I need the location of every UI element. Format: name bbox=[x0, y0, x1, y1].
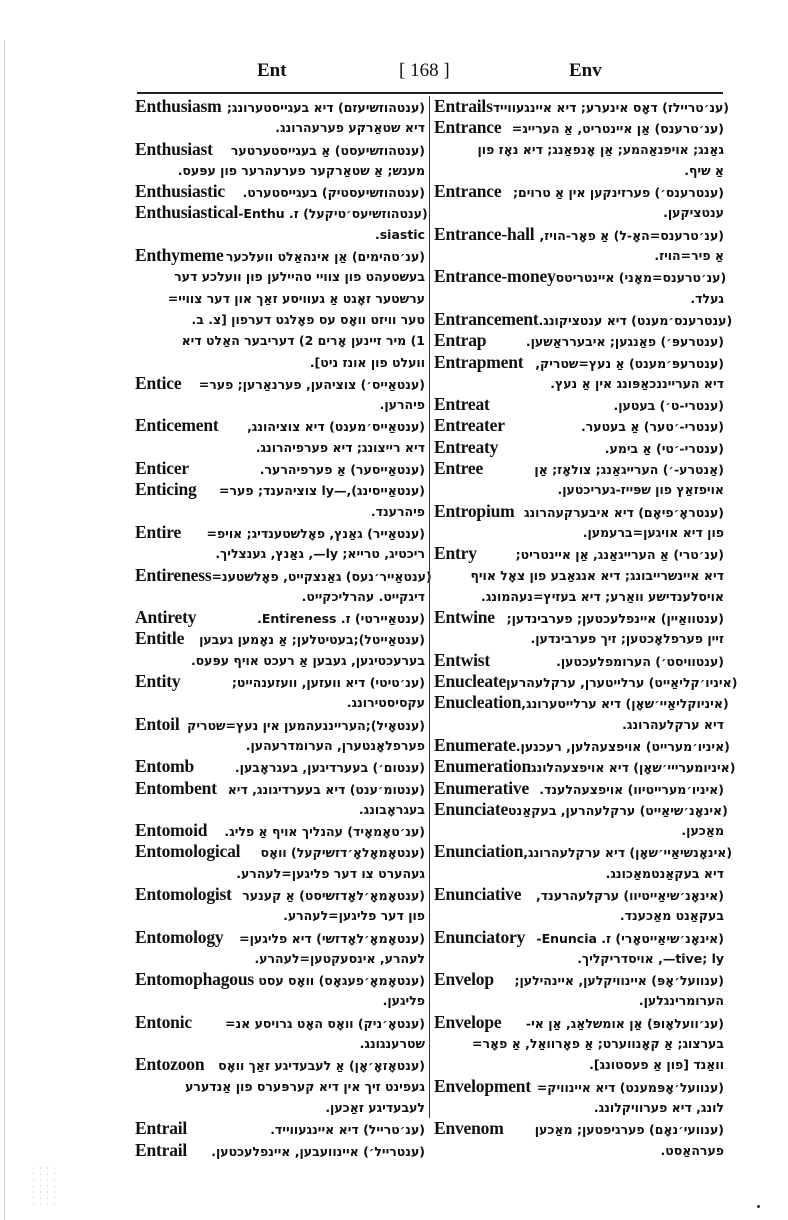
headword: Enucleation bbox=[434, 692, 522, 713]
definition-text: אַ שיף. bbox=[684, 162, 724, 178]
right-column bbox=[434, 96, 738, 1161]
definition-text: (ענ׳טריילז) דאָס אינערע; דיא איינגעווייד bbox=[492, 100, 730, 115]
dictionary-entry bbox=[135, 96, 425, 117]
entry-continuation-line bbox=[135, 1076, 425, 1097]
headword: Entomb bbox=[135, 756, 195, 777]
definition-text: וואַנד [פון אַ פעסטונג]. bbox=[589, 1057, 724, 1073]
definition-text: (ענטראָ׳פיאָם) דיא איבערקעהרונג bbox=[523, 504, 724, 520]
headword: Enticing bbox=[135, 479, 197, 500]
dictionary-entry bbox=[434, 607, 724, 628]
definition-text: בעגראָבונג. bbox=[358, 801, 425, 817]
headword: Entireness bbox=[135, 564, 212, 585]
headword: Entropium bbox=[434, 500, 515, 521]
entry-continuation-line bbox=[434, 522, 724, 543]
entry-continuation-line bbox=[135, 735, 425, 756]
dictionary-entry bbox=[434, 671, 738, 692]
definition-text: (ענוועל׳אָפּ) איינוויקלען, איינהילען; bbox=[514, 973, 724, 989]
headword: Enthusiast bbox=[135, 138, 213, 159]
headword: Enthusiastic bbox=[135, 181, 225, 202]
definition-text: (ענ׳טרייל) דיא איינגעווייד. bbox=[270, 1122, 425, 1138]
definition-text: אויסלענדישע וואַרע; דיא בעזיץ=נעהמונג. bbox=[481, 588, 724, 604]
definition-text: בערצוג; אַ קאָנווערט; אַ פאָרוואַל, אַ פאָר= bbox=[472, 1036, 724, 1052]
entry-continuation-line bbox=[135, 863, 425, 884]
definition-text: לונג, דיא פערוויקלונג. bbox=[593, 1099, 724, 1115]
definition-text: לעהרע, אינסעקטען=לעהרע. bbox=[254, 950, 425, 966]
definition-text: לעבעדיגע זאַכען. bbox=[325, 1099, 425, 1115]
entry-continuation-line bbox=[434, 948, 724, 969]
definition-text: (ענטאָמאָלאָ׳דזשיקעל) וואָס bbox=[260, 845, 425, 861]
definition-text: דיא שטאַרקע פערעהרונג. bbox=[275, 120, 425, 136]
entry-continuation-line bbox=[135, 330, 425, 351]
definition-text: (ענטאַיירטי) ז. Entireness. bbox=[257, 611, 425, 627]
headword: Entomophagous bbox=[135, 969, 254, 990]
definition-text: (אינאָנ׳שיאַייטיוו) ערקלעהרענד, bbox=[535, 887, 724, 903]
definition-text: (אינאָנ׳שיאַייט) ערקלעהרען, בעקאַנט bbox=[508, 802, 728, 818]
dictionary-entry bbox=[135, 714, 425, 735]
definition-text: בעקאַנט מאַכענד. bbox=[619, 908, 724, 924]
headword: Entreater bbox=[434, 415, 505, 436]
dictionary-entry bbox=[135, 1118, 425, 1139]
dictionary-entry bbox=[135, 181, 425, 202]
definition-text: פון דער פליגען=לעהרע. bbox=[283, 908, 425, 924]
definition-text: מאַכען. bbox=[681, 823, 724, 839]
entry-continuation-line bbox=[135, 692, 425, 713]
dictionary-entry bbox=[434, 798, 728, 820]
headword: Entonic bbox=[135, 1011, 192, 1032]
entry-continuation-line bbox=[135, 394, 425, 415]
definition-text: פערהאַסט. bbox=[660, 1142, 724, 1158]
definition-text: געפינט זיך אין דיא קערפּערס פון אַנדערע bbox=[185, 1078, 425, 1094]
dictionary-entry bbox=[135, 756, 425, 777]
entry-continuation-line bbox=[434, 1097, 724, 1118]
definition-text: געלד. bbox=[690, 290, 724, 306]
dictionary-entry bbox=[135, 820, 425, 841]
dictionary-entry bbox=[434, 458, 724, 479]
definition-text: געהערט צו דער פליגען=לעהרע. bbox=[236, 865, 425, 881]
definition-text: (ענטרעפּ׳) פאַנגען; איבערראַשען. bbox=[525, 334, 724, 350]
definition-text: (ענטרי-ט׳) בעטען. bbox=[613, 398, 724, 414]
definition-text: פערפלאָנטערן, הערומדרעהען. bbox=[245, 737, 425, 753]
dictionary-entry bbox=[434, 330, 724, 351]
definition-text: (ענטאָמאָ׳לאָדזשי) דיא פליגען= bbox=[239, 930, 425, 946]
definition-text: (ענ׳טרענס=מאָני) איינטריטס bbox=[555, 270, 727, 286]
headword: Entwine bbox=[434, 607, 495, 628]
dictionary-entry bbox=[434, 778, 724, 799]
definition-text: (ענטאָיל);הערייננעהמען אין נעץ=שטריק bbox=[187, 717, 425, 733]
definition-text: (ענטרעפּ׳מענט) אַ נעץ=שטריק, bbox=[535, 355, 724, 371]
page-number: [ 168 ] bbox=[399, 60, 450, 81]
dictionary-entry bbox=[135, 479, 425, 500]
definition-text: (ענ׳וועלאָופּ) אַן אומשלאַג, אַן אי- bbox=[525, 1015, 724, 1031]
headword: Entreat bbox=[434, 394, 490, 415]
headword: Enunciation bbox=[434, 841, 524, 862]
headword: Entreaty bbox=[434, 436, 499, 457]
definition-text: זיין פערפלאָכטען; זיך פערבינדען. bbox=[530, 631, 724, 647]
entry-continuation-line bbox=[434, 1140, 724, 1161]
headword: Enticement bbox=[135, 415, 219, 436]
dictionary-entry bbox=[135, 671, 425, 692]
definition-text: (ענטאָמאָ׳פעגאָס) וואָס עסט bbox=[258, 973, 425, 989]
entry-continuation-line bbox=[434, 160, 724, 181]
entry-continuation-line bbox=[135, 160, 425, 181]
definition-text: ענטציקען. bbox=[663, 205, 724, 221]
headword: Enucleate bbox=[434, 671, 507, 692]
headword: Entrails bbox=[434, 96, 493, 116]
headword: Enumerate bbox=[434, 734, 516, 755]
definition-text: (ענטהוזשיעס׳טיקעל) ז. Enthu- bbox=[238, 206, 428, 222]
definition-text: 1) מיר זיינען אָרים 2) דעריבער האַלט דיא bbox=[181, 333, 425, 349]
dictionary-entry bbox=[434, 692, 729, 713]
headword: Entwist bbox=[434, 649, 490, 670]
dictionary-entry bbox=[434, 181, 724, 202]
dictionary-entry bbox=[434, 1012, 724, 1033]
entry-continuation-line bbox=[135, 1033, 425, 1054]
entry-continuation-line bbox=[434, 245, 724, 266]
dictionary-entry bbox=[434, 352, 724, 373]
definition-text: שטרענגונג. bbox=[359, 1036, 425, 1052]
dictionary-entry bbox=[434, 308, 733, 330]
entry-continuation-line bbox=[135, 799, 425, 820]
definition-text: וועלט פון אונז ניט]. bbox=[309, 354, 425, 370]
dictionary-entry bbox=[135, 778, 425, 799]
definition-text: (ענטוויסט׳) הערומפלעכטען. bbox=[556, 653, 724, 669]
headword: Enunciate bbox=[434, 798, 509, 819]
entry-continuation-line bbox=[135, 905, 425, 926]
definition-text: ערשטער זאָגט אַ געוויסע זאַך און דער צוויי= bbox=[167, 290, 425, 306]
definition-text: (ענ׳טהימים) אַן אינהאַלט וועלכער bbox=[225, 249, 425, 265]
headword: Entice bbox=[135, 372, 182, 393]
headword: Entry bbox=[434, 543, 477, 564]
entry-continuation-line bbox=[434, 1033, 724, 1054]
headword: Entrancement bbox=[434, 308, 539, 329]
headword: Enticer bbox=[135, 458, 189, 479]
definition-text: דיא בעקאַנטמאַכונג. bbox=[605, 865, 724, 881]
left-guide-word: Ent bbox=[257, 60, 287, 81]
headword: Enumeration bbox=[434, 756, 531, 777]
entry-continuation-line bbox=[434, 202, 724, 223]
left-column bbox=[135, 96, 432, 1161]
dictionary-entry bbox=[434, 501, 724, 522]
definition-text: (ענטרענס׳) פערזינקען אין אַ טרוים; bbox=[513, 185, 724, 201]
headword: Entity bbox=[135, 671, 181, 692]
definition-text: (ענטרענס׳מענט) דיא ענטציקונג. bbox=[538, 312, 733, 328]
entry-continuation-line bbox=[434, 628, 724, 649]
entry-continuation-line bbox=[434, 586, 724, 607]
headword: Entomological bbox=[135, 841, 241, 862]
dictionary-entry bbox=[434, 756, 736, 777]
definition-text: (אינאָנ׳שיאַייטאָרי) ז. Enuncia- bbox=[536, 930, 724, 946]
definition-text: (ענטאָמאָ׳לאָדזשיסט) אַ קענער bbox=[242, 887, 425, 903]
headword: Entoil bbox=[135, 713, 180, 734]
definition-text: פון דיא אויגען=ברעמען. bbox=[582, 524, 724, 540]
dictionary-entry bbox=[434, 415, 724, 436]
headword: Enthusiasm bbox=[135, 96, 222, 116]
headword: Envelope bbox=[434, 1011, 502, 1032]
entry-continuation-line bbox=[135, 288, 425, 309]
dictionary-entry bbox=[135, 841, 425, 862]
entry-continuation-line bbox=[135, 990, 425, 1011]
dictionary-entry bbox=[135, 1012, 425, 1033]
definition-text: אויפזאַץ פון שפּייז-געריכטען. bbox=[557, 482, 724, 498]
dictionary-entry bbox=[135, 522, 425, 543]
dictionary-entry bbox=[434, 224, 724, 245]
headword: Entrance bbox=[434, 181, 502, 202]
definition-text: tive; ly—, אויסדריקליך. bbox=[577, 950, 724, 966]
dictionary-entry bbox=[434, 884, 724, 905]
definition-text: (ענטאַייר׳נעס) גאַנצקייט, פאָלשטענ= bbox=[211, 568, 432, 584]
headword: Entombent bbox=[135, 777, 217, 798]
entry-continuation-line bbox=[135, 309, 425, 330]
entry-continuation-line bbox=[434, 990, 724, 1011]
definition-text: (ענטרי-׳טי) אַ בימע. bbox=[604, 440, 724, 456]
dictionary-entry bbox=[135, 884, 425, 905]
dictionary-entry bbox=[434, 1118, 724, 1139]
definition-text: (ענטוואַיין) איינפלעכטען; פערבינדען; bbox=[506, 611, 724, 627]
definition-text: בעשטעהט פון צוויי טהיילען פון וועלכע דער bbox=[174, 269, 425, 285]
entry-continuation-line bbox=[434, 139, 724, 160]
dictionary-entry bbox=[135, 969, 425, 990]
dictionary-entry bbox=[135, 202, 428, 223]
headword: Entrail bbox=[135, 1118, 188, 1139]
dictionary-entry bbox=[135, 564, 432, 586]
entry-continuation-line bbox=[434, 820, 724, 841]
headword: Enthymeme bbox=[135, 245, 224, 266]
definition-text: אַ פיר=הויז. bbox=[654, 248, 724, 264]
headword: Enthusiastical bbox=[135, 202, 239, 223]
entry-continuation-line bbox=[434, 565, 724, 586]
headword: Entitle bbox=[135, 628, 185, 649]
headword: Envenom bbox=[434, 1118, 504, 1139]
dictionary-entry bbox=[135, 1140, 425, 1161]
headword: Entrance-hall bbox=[434, 223, 535, 244]
definition-text: (ענטאַייס׳מענט) דיא צוציהונג, bbox=[247, 419, 425, 435]
definition-text: דיא ערקלעהרונג. bbox=[622, 716, 724, 732]
dictionary-entry bbox=[135, 607, 425, 628]
definition-text: (ענ׳טרענס) אַן איינטריט, אַ הערייג= bbox=[511, 121, 724, 137]
entry-continuation-line bbox=[434, 1054, 724, 1075]
definition-text: דיא הערייננכאַפּונג אין אַ נעץ. bbox=[550, 375, 724, 391]
headword: Entrance-money bbox=[434, 266, 556, 287]
entry-continuation-line bbox=[135, 437, 425, 458]
definition-text: (איניו׳מערייטיוו) אויפצעהלענד. bbox=[539, 781, 724, 797]
definition-text: (ענטאַייסער) אַ פערפיהרער. bbox=[259, 462, 425, 478]
dictionary-entry bbox=[434, 543, 724, 564]
definition-text: פיהרען. bbox=[379, 397, 425, 413]
header-rule bbox=[137, 92, 723, 94]
headword: Entrap bbox=[434, 330, 487, 351]
definition-text: (ענטום׳) בעערדיגען, בעגראָבען. bbox=[234, 760, 425, 776]
definition-text: (ענטרייל׳) איינוועבען, איינפלעכטען. bbox=[211, 1143, 425, 1159]
definition-text: (אַנטרע-׳) הערייגאַנג; צולאָז; אַן bbox=[534, 462, 724, 478]
dictionary-entry bbox=[434, 927, 724, 948]
dictionary-entry bbox=[434, 650, 724, 671]
dictionary-entry bbox=[135, 415, 425, 436]
definition-text: (ענטרי-׳טער) אַ בעטער. bbox=[580, 419, 724, 435]
page-edge-line bbox=[4, 40, 5, 1220]
scan-speck bbox=[757, 1205, 760, 1208]
dictionary-entry bbox=[434, 96, 730, 117]
headword: Entrail bbox=[135, 1139, 188, 1160]
definition-text: (ענטומ׳ענט) דיא בעערדיגונג, דיא bbox=[227, 781, 425, 797]
column-divider bbox=[429, 96, 430, 1118]
definition-text: (ענ׳טרענס=האָ-ל) אַ פאָר-הויז, bbox=[539, 227, 724, 243]
headword: Enunciative bbox=[434, 883, 522, 904]
definition-text: (איניו׳קליאַייט) ערלייטערן, ערקלעהרען bbox=[506, 675, 738, 691]
entry-continuation-line bbox=[434, 905, 724, 926]
definition-text: (אינאָנשיאַיי׳שאָן) דיא ערקלעהרונג, bbox=[523, 845, 733, 861]
dictionary-entry bbox=[135, 373, 425, 394]
entry-continuation-line bbox=[434, 373, 724, 394]
definition-text: דיא רייצונג; דיא פערפיהרונג. bbox=[255, 439, 425, 455]
headword: Envelop bbox=[434, 969, 494, 990]
definition-text: (ענטאָזאָ׳אָן) אַ לעבעדיגע זאַך וואָס bbox=[218, 1058, 425, 1074]
dictionary-entry bbox=[434, 266, 727, 287]
dictionary-entry bbox=[434, 734, 730, 756]
definition-text: בערעכטיגען, געבען אַ רעכט אויף עפּעס. bbox=[190, 652, 425, 668]
entry-continuation-line bbox=[135, 1097, 425, 1118]
definition-text: פליגען. bbox=[382, 993, 425, 1009]
headword: Enunciatory bbox=[434, 926, 526, 947]
entry-continuation-line bbox=[135, 117, 425, 138]
dictionary-entry bbox=[135, 139, 425, 160]
definition-text: (ענטהוזשיעסטיק) בעגייסטערט. bbox=[242, 185, 425, 201]
definition-text: siastic. bbox=[374, 226, 425, 242]
scan-dust bbox=[30, 1165, 60, 1205]
dictionary-entry bbox=[434, 969, 724, 990]
dictionary-entry bbox=[135, 458, 425, 479]
definition-text: (ענ׳טיטי) דיא וועזען, וועזענהייט; bbox=[231, 675, 425, 691]
definition-text: (איניוקליאַיי׳שאָן) דיא ערלייטערונג, bbox=[521, 696, 729, 712]
headword: Entrapment bbox=[434, 351, 524, 372]
entry-continuation-line bbox=[135, 266, 425, 287]
definition-text: (ענ׳טאָמאָיד) עהנליך אויף אַ פליג. bbox=[224, 824, 425, 840]
dictionary-entry bbox=[434, 1076, 724, 1097]
dictionary-entry bbox=[135, 245, 425, 266]
headword: Enumerative bbox=[434, 777, 530, 798]
definition-text: (ענטאַייס׳) צוציהען, פערנאַרען; פער= bbox=[198, 376, 425, 392]
headword: Envelopment bbox=[434, 1075, 531, 1096]
definition-text: (ענטהוזשיעסט) אַ בעגייסטערטער bbox=[230, 142, 425, 158]
definition-text: דיא איינשרייבונג; דיא אנגאַבע פון צאָל אויף bbox=[470, 567, 724, 583]
entry-continuation-line bbox=[135, 543, 425, 564]
entry-continuation-line bbox=[135, 650, 425, 671]
headword: Entrance bbox=[434, 117, 502, 138]
definition-text: עקסיסטירונג. bbox=[346, 695, 425, 711]
dictionary-entry bbox=[434, 117, 724, 138]
entry-continuation-line bbox=[135, 586, 425, 607]
definition-text: (ענטאַייטל);בעטיטלען; אַ נאָמען געבען bbox=[199, 632, 425, 648]
headword: Entire bbox=[135, 521, 182, 542]
definition-text: (ענטהוזשיעזם) דיא בעגייסטערונג; bbox=[226, 100, 425, 115]
entry-continuation-line bbox=[135, 224, 425, 245]
headword: Entomoid bbox=[135, 820, 208, 841]
definition-text: (ענוועל׳אָפּמענט) דיא איינוויק= bbox=[536, 1079, 724, 1095]
headword: Entozoon bbox=[135, 1054, 205, 1075]
entry-continuation-line bbox=[135, 352, 425, 373]
entry-continuation-line bbox=[434, 714, 724, 735]
definition-text: טער וויזט וואָס עס פאָלגט דערפון [צ. ב. bbox=[191, 311, 425, 327]
entry-continuation-line bbox=[434, 288, 724, 309]
definition-text: (איניומערייי׳שאָן) דיא אויפצעהלונג bbox=[530, 760, 736, 776]
definition-text: (איניו׳מערייט) אויפצעהלען, רעכנען. bbox=[515, 738, 730, 754]
definition-text: (ענוועי׳נאָם) פערגיפטען; מאַכען bbox=[534, 1122, 724, 1138]
dictionary-entry bbox=[434, 394, 724, 415]
definition-text: פיהרענד. bbox=[370, 503, 425, 519]
headword: Entree bbox=[434, 458, 484, 479]
definition-text: ריכטיג, טרייא; ly—, גאַנץ, גענצליך. bbox=[215, 546, 425, 562]
right-guide-word: Env bbox=[569, 60, 602, 81]
dictionary-entry bbox=[434, 437, 724, 458]
dictionary-entry bbox=[135, 628, 425, 649]
entry-continuation-line bbox=[135, 948, 425, 969]
dictionary-entry bbox=[434, 841, 733, 862]
page-header bbox=[137, 60, 723, 86]
headword: Entomology bbox=[135, 926, 224, 947]
definition-text: מענש; אַ שטאַרקער פערעהרער פון עפּעס. bbox=[177, 162, 425, 178]
definition-text: (ענטאַייסינג),—ly צוציהענד; פער= bbox=[219, 483, 425, 499]
definition-text: (ענ׳טרי) אַ הערייגאַנג, אַן איינטריט; bbox=[515, 547, 724, 563]
definition-text: גאַנג; אויפנאַהמע; אַן אָנפאַנג; דיא נאָז פון bbox=[477, 141, 724, 157]
headword: Antirety bbox=[135, 607, 197, 628]
definition-text: (ענטאָ׳ניק) וואָס האָט גרויסע אנ= bbox=[224, 1015, 425, 1031]
definition-text: הערומרינגלען. bbox=[638, 993, 724, 1009]
entry-continuation-line bbox=[434, 863, 724, 884]
headword: Entomologist bbox=[135, 883, 232, 904]
entry-continuation-line bbox=[434, 479, 724, 500]
dictionary-entry bbox=[135, 927, 425, 948]
dictionary-entry bbox=[135, 1054, 425, 1075]
definition-text: דיגקייט. עהרליכקייט. bbox=[301, 588, 425, 604]
definition-text: (ענטאַייר) גאַנץ, פאָלשטענדיג; אויפ= bbox=[206, 525, 425, 541]
entry-continuation-line bbox=[135, 501, 425, 522]
